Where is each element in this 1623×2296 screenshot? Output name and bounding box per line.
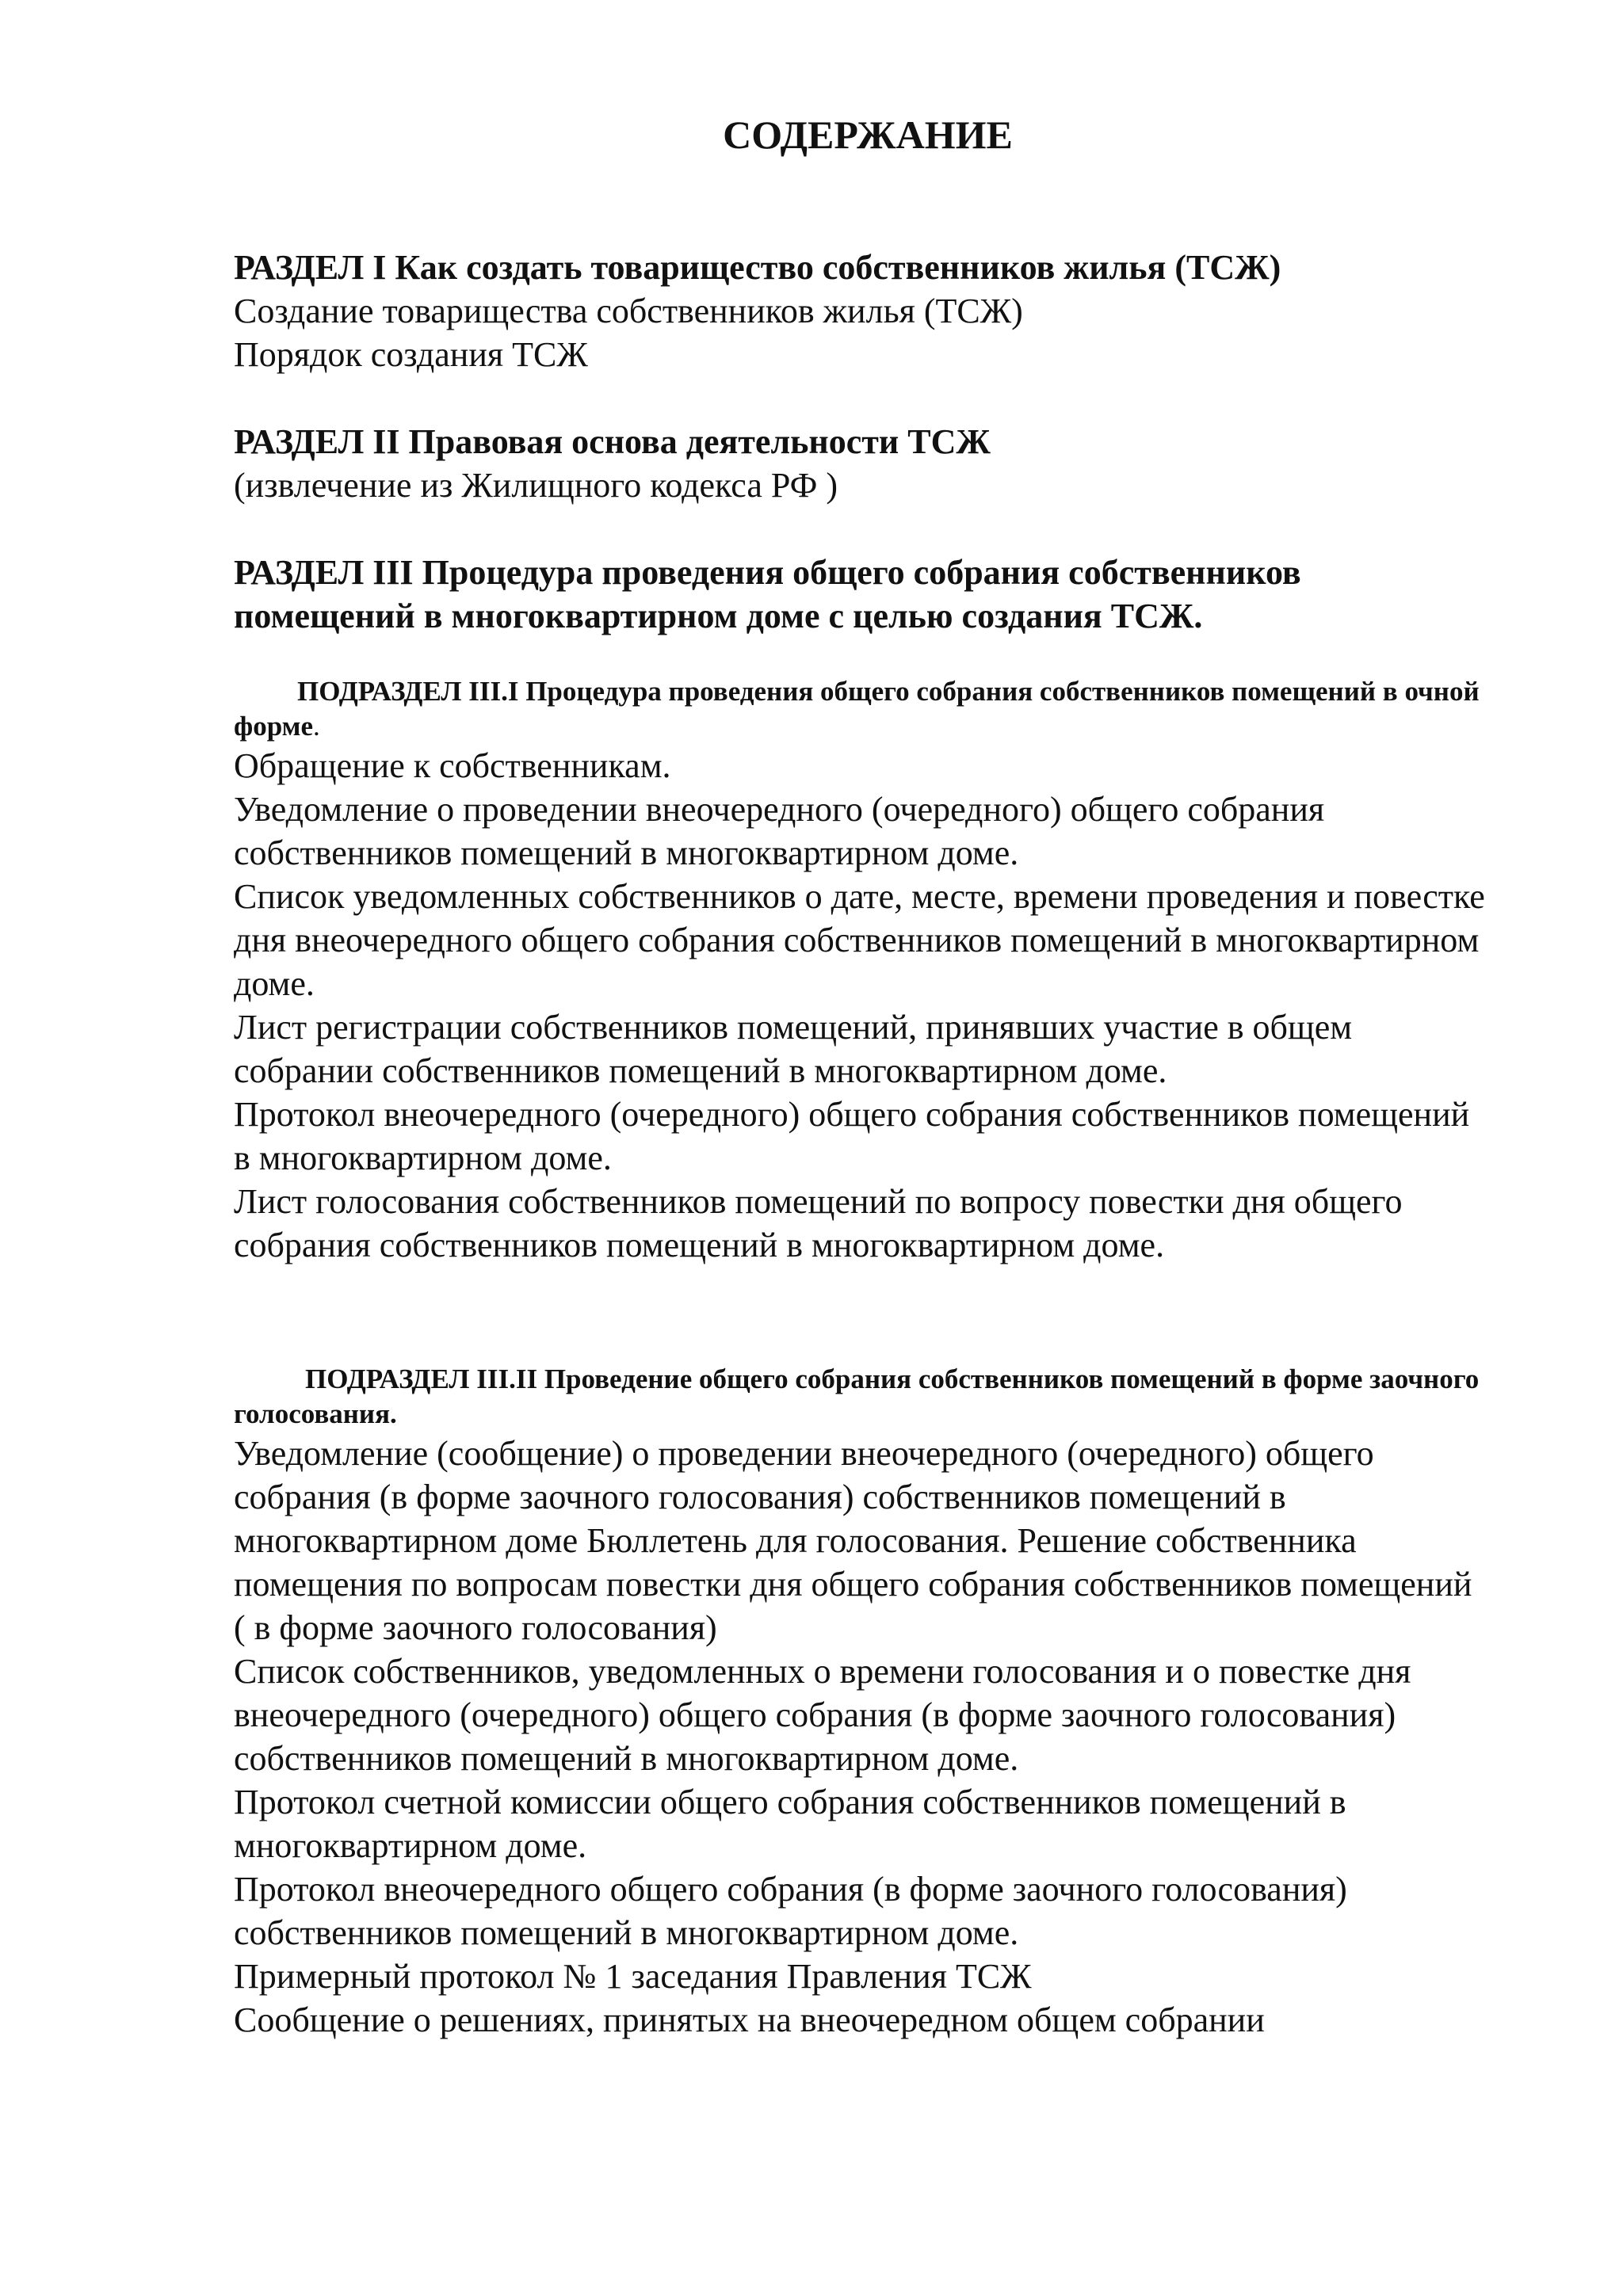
section-3-heading: РАЗДЕЛ III Процедура проведения общего собрания собственников помещений в многоквартирном доме с целью создания ТСЖ. bbox=[234, 553, 1301, 635]
subsection-3-1-item: Список уведомленных собственников о дате, месте, времени проведения и повестке дня внеочередного общего собрания собственников помещений в многоквартирном доме. bbox=[234, 877, 1485, 1003]
subsection-3-2-item: Протокол внеочередного общего собрания (в форме заочного голосования) собственников помещений в многоквартирном доме. bbox=[234, 1870, 1347, 1952]
section-1 bbox=[234, 246, 1486, 376]
subsection-3-2-item: Уведомление (сообщение) о проведении внеочередного (очередного) общего собрания (в форме заочного голосования) собственников помещений в многоквартирном доме Бюллетень для голосования. Решение собственника помещения по вопросам повестки дня общего собрания собственников помещений ( в форме заочного голосования) bbox=[234, 1434, 1472, 1647]
section-2-heading: РАЗДЕЛ II Правовая основа деятельности ТСЖ bbox=[234, 422, 991, 461]
subsection-3-2-item: Список собственников, уведомленных о времени голосования и о повестке дня внеочередного (очередного) общего собрания (в форме заочного голосования) собственников помещений в многоквартирном доме. bbox=[234, 1652, 1411, 1778]
subsection-3-1-item: Лист регистрации собственников помещений, принявших участие в общем собрании собственников помещений в многоквартирном доме. bbox=[234, 1008, 1353, 1090]
page-title: СОДЕРЖАНИЕ bbox=[723, 113, 1013, 157]
spacer bbox=[234, 638, 1486, 674]
section-1-heading: РАЗДЕЛ I Как создать товарищество собственников жилья (ТСЖ) bbox=[234, 248, 1281, 287]
section-1-item: Порядок создания ТСЖ bbox=[234, 335, 588, 374]
subsection-3-1-item: Уведомление о проведении внеочередного (очередного) общего собрания собственников помещений в многоквартирном доме. bbox=[234, 790, 1325, 872]
section-2 bbox=[234, 420, 1486, 507]
spacer bbox=[234, 376, 1486, 420]
section-2-item: (извлечение из Жилищного кодекса РФ ) bbox=[234, 466, 838, 505]
subsection-3-2-heading: ПОДРАЗДЕЛ III.II Проведение общего собрания собственников помещений в форме заочного голосования. bbox=[234, 1363, 1480, 1429]
section-1-item: Создание товарищества собственников жилья (ТСЖ) bbox=[234, 292, 1023, 330]
subsection-3-1-item: Протокол внеочередного (очередного) общего собрания собственников помещений в многоквартирном доме. bbox=[234, 1095, 1470, 1177]
subsection-3-2-item: Сообщение о решениях, принятых на внеочередном общем собрании bbox=[234, 2000, 1265, 2039]
subsection-3-1-heading-text: ПОДРАЗДЕЛ III.I Процедура проведения общего собрания собственников помещений в очной форме bbox=[234, 676, 1480, 742]
subsection-3-1-heading bbox=[234, 674, 1486, 744]
table-of-contents bbox=[234, 246, 1486, 2042]
subsection-3-2 bbox=[234, 1362, 1486, 2042]
spacer bbox=[234, 507, 1486, 551]
subsection-3-2-item: Протокол счетной комиссии общего собрания собственников помещений в многоквартирном доме. bbox=[234, 1783, 1346, 1865]
section-3 bbox=[234, 551, 1486, 638]
spacer bbox=[234, 1267, 1486, 1362]
subsection-3-1-heading-tail: . bbox=[313, 711, 320, 742]
subsection-3-1-item: Обращение к собственникам. bbox=[234, 746, 671, 785]
subsection-3-2-item: Примерный протокол № 1 заседания Правления ТСЖ bbox=[234, 1957, 1032, 1996]
subsection-3-1-item: Лист голосования собственников помещений по вопросу повестки дня общего собрания собственников помещений в многоквартирном доме. bbox=[234, 1182, 1403, 1264]
subsection-3-1 bbox=[234, 674, 1486, 1267]
